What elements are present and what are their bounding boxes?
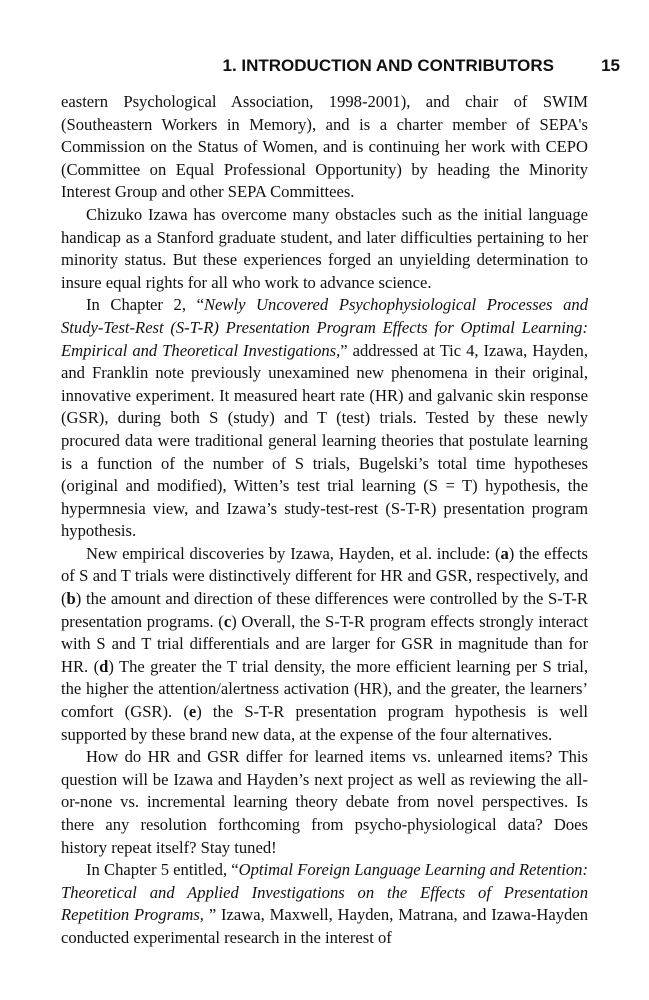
bold-text: d — [99, 656, 109, 676]
text-run: ” addressed at Tic 4, Izawa, Hayden, and Franklin note previously unexamined new phenomena in their original, innovative experiment. It measured heart rate (HR) and galvanic skin response (GSR), during both S (study) and T (test) trials. Tested by these newly procured data were traditional general learning theories that postulate learning is a function of the number of S trials, Bugelski’s total time hypotheses (original and modified), Witten’s test trial learning (S = T) hypothesis, the hypermnesia view, and Izawa’s study-test-rest (S-T-R) presentation program hypothesis. — [61, 340, 588, 541]
text-run: eastern Psychological Association, 1998-2001), and chair of SWIM (Southeastern Workers in Memory), and is a charter member of SEPA's Commission on the Status of Women, and is continuing her work with CEPO (Committee on Equal Professional Opportunity) by heading the Minority Interest Group and other SEPA Committees. — [61, 92, 588, 202]
text-run: In Chapter 5 entitled, “ — [86, 860, 239, 880]
page-number: 15 — [601, 56, 620, 75]
text-run: ) the S-T-R presentation program hypothesis is well supported by these brand new data, at the expense of the four alternatives. — [61, 702, 588, 744]
bold-text: b — [66, 589, 76, 609]
text-run: ) the amount and direction of these differences were controlled by the S-T-R presentation programs. ( — [61, 589, 588, 631]
paragraph — [61, 204, 588, 294]
paragraph — [61, 294, 588, 543]
italic-text: Optimal Foreign Language Learning and Retention: Theoretical and Applied Investigations on the Effects of Presentation Repetition Programs, — [61, 860, 588, 925]
bold-text: e — [188, 702, 197, 722]
text-run: ” Izawa, Maxwell, Hayden, Matrana, and Izawa-Hayden conducted experimental research in the interest of — [61, 905, 589, 947]
text-run: In Chapter 2, “ — [86, 295, 204, 315]
text-run: ) Overall, the S-T-R program effects strongly interact with S and T trial differentials and are larger for GSR in magnitude than for HR. ( — [61, 611, 588, 676]
text-run: ) The greater the T trial density, the more efficient learning per S trial, the higher the attention/alertness activation (HR), and the greater, the learners’ comfort (GSR). ( — [61, 656, 589, 722]
running-title: 1. INTRODUCTION AND CONTRIBUTORS — [222, 56, 554, 75]
bold-text: a — [500, 543, 509, 563]
text-run: How do HR and GSR differ for learned items vs. unlearned items? This question will be Izawa and Hayden’s next project as well as reviewing the all-or-none vs. incremental learning theory debate from novel perspectives. Is there any resolution forthcoming from psycho-physiological data? Does history repeat itself? Stay tuned! — [61, 747, 588, 857]
paragraph — [61, 91, 588, 204]
paragraph — [61, 746, 588, 859]
bold-text: c — [223, 611, 232, 631]
text-run: ) the effects of S and T trials were distinctively different for HR and GSR, respectively, and ( — [61, 543, 588, 609]
body-text — [61, 91, 588, 950]
paragraph — [61, 543, 588, 746]
paragraph — [61, 859, 588, 949]
text-run: New empirical discoveries by Izawa, Hayden, et al. include: ( — [86, 543, 501, 563]
italic-text: Newly Uncovered Psychophysiological Processes and Study-Test-Rest (S-T-R) Presentation Program Effects for Optimal Learning: Empirical and Theoretical Investigations, — [61, 295, 588, 360]
running-head — [60, 56, 620, 80]
text-run: Chizuko Izawa has overcome many obstacles such as the initial language handicap as a Stanford graduate student, and later difficulties pertaining to her minority status. But these experiences forged an unyielding determination to insure equal rights for all who work to advance science. — [61, 204, 588, 292]
